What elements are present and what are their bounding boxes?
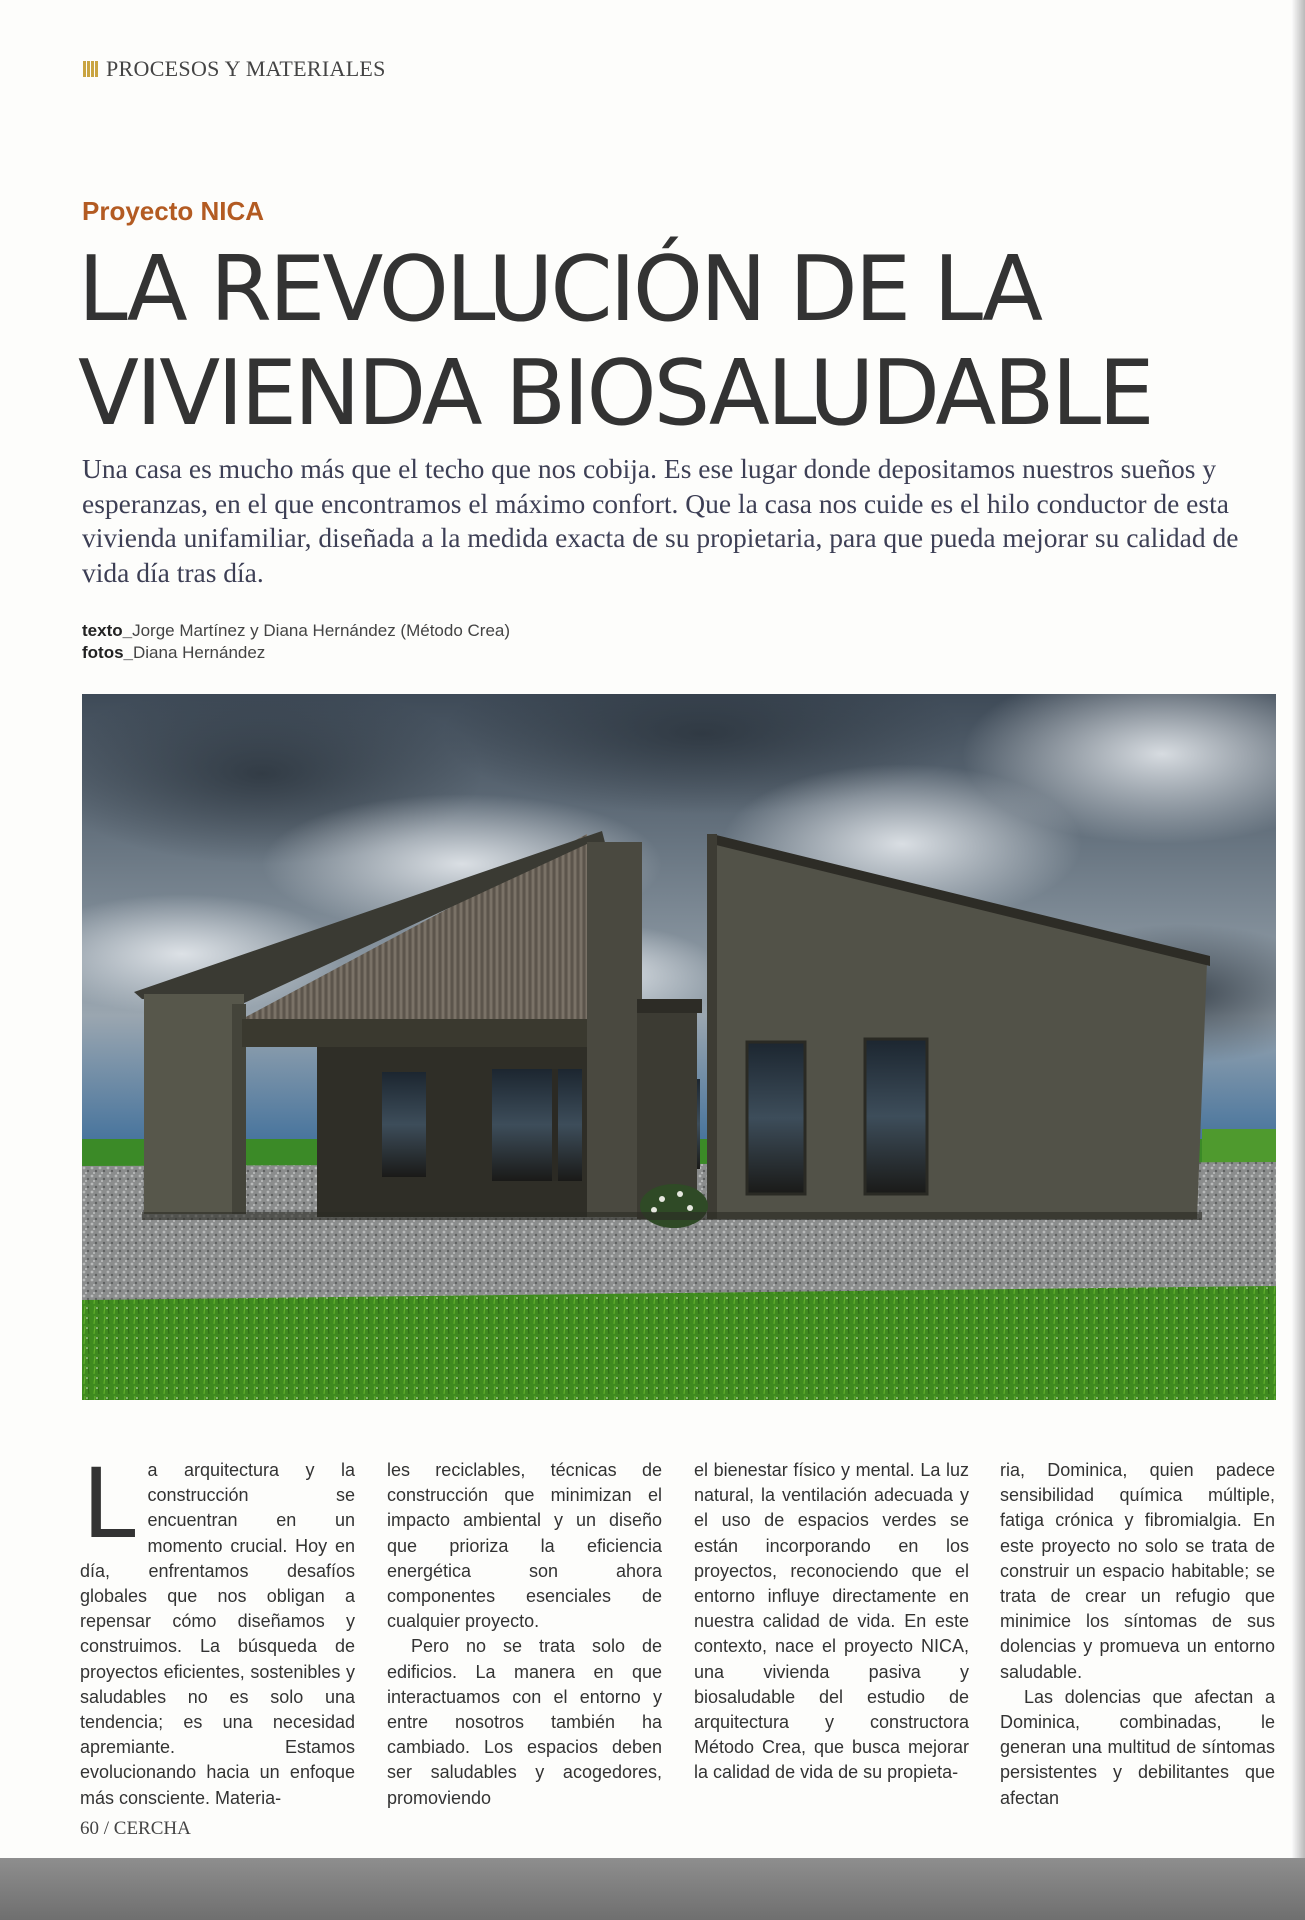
credit-photo-author: Diana Hernández [133, 643, 266, 662]
house-rendering-image [82, 694, 1276, 1400]
page-folio: 60 / CERCHA [80, 1818, 191, 1839]
body-col2-paragraph-1: les reciclables, técnicas de construcción que minimizan el impacto ambiental y un diseño que prioriza la eficiencia energética son ahora componentes esenciales de cualquier proyecto. [387, 1460, 662, 1632]
article-kicker: Proyecto NICA [82, 196, 265, 226]
article-body [80, 1448, 1280, 1808]
scan-background-strip [0, 1858, 1305, 1920]
body-column-3 [694, 1458, 969, 1786]
title-line-2: VIVIENDA BIOSALUDABLE [78, 341, 1152, 446]
article-title [78, 238, 1266, 446]
article-lead: Una casa es mucho más que el techo que nos cobija. Es ese lugar donde depositamos nuestros sueños y esperanzas, en el que encontramos el máximo confort. Que la casa nos cuide es el hilo conductor de esta vivienda unifamiliar, diseñada a la medida exacta de su propietaria, para que pueda mejorar su calidad de vida día tras día. [82, 453, 1239, 588]
credit-photo-label: fotos_ [82, 643, 133, 662]
title-line-1: LA REVOLUCIÓN DE LA [78, 237, 1041, 342]
page-edge-shadow [1291, 0, 1305, 1860]
section-marker-icon [83, 61, 98, 77]
credit-text-label: texto_ [82, 621, 133, 640]
credit-photo-line [82, 642, 510, 664]
article-credits [82, 620, 510, 664]
body-column-2 [387, 1458, 662, 1811]
section-header [83, 56, 386, 82]
credit-text-authors: Jorge Martínez y Diana Hernández (Método Crea) [132, 621, 511, 640]
body-col4-paragraph-2: Las dolencias que afectan a Dominica, combinadas, le generan una multitud de síntomas persistentes y debilitantes que afectan [1000, 1686, 1275, 1808]
body-column-1 [80, 1448, 355, 1811]
drop-cap: L [82, 1448, 136, 1560]
body-column-4 [1000, 1458, 1275, 1811]
house-rendering-photo [82, 694, 1276, 1400]
body-col4-paragraph-1: ria, Dominica, quien padece sensibilidad química múltiple, fatiga crónica y fibromialgia. En este proyecto no solo se trata de construir un espacio habitable; se trata de crear un refugio que minimice los síntomas de sus dolencias y promueva un entorno saludable. [1000, 1460, 1275, 1682]
lawn [82, 1286, 1276, 1400]
section-title: PROCESOS Y MATERIALES [106, 56, 386, 81]
body-col1-paragraph: a arquitectura y la construcción se encuentran en un momento crucial. Hoy en día, enfrentamos desafíos globales que nos obligan a repensar cómo diseñamos y construimos. La búsqueda de proyectos eficientes, sostenibles y saludables no es solo una tendencia; es una necesidad apremiante. Estamos evolucionando hacia un enfoque más consciente. Materia- [80, 1460, 355, 1808]
body-col3-paragraph: el bienestar físico y mental. La luz natural, la ventilación adecuada y el uso de espacios verdes se están incorporando en los proyectos, reconociendo que el entorno influye directamente en nuestra calidad de vida. En este contexto, nace el proyecto NICA, una vivienda pasiva y biosaludable del estudio de arquitectura y constructora Método Crea, que busca mejorar la calidad de vida de su propieta- [694, 1460, 969, 1783]
credit-text-line [82, 620, 510, 642]
body-col2-paragraph-2: Pero no se trata solo de edificios. La manera en que interactuamos con el entorno y entre nosotros también ha cambiado. Los espacios deben ser saludables y acogedores, promoviendo [387, 1636, 662, 1808]
